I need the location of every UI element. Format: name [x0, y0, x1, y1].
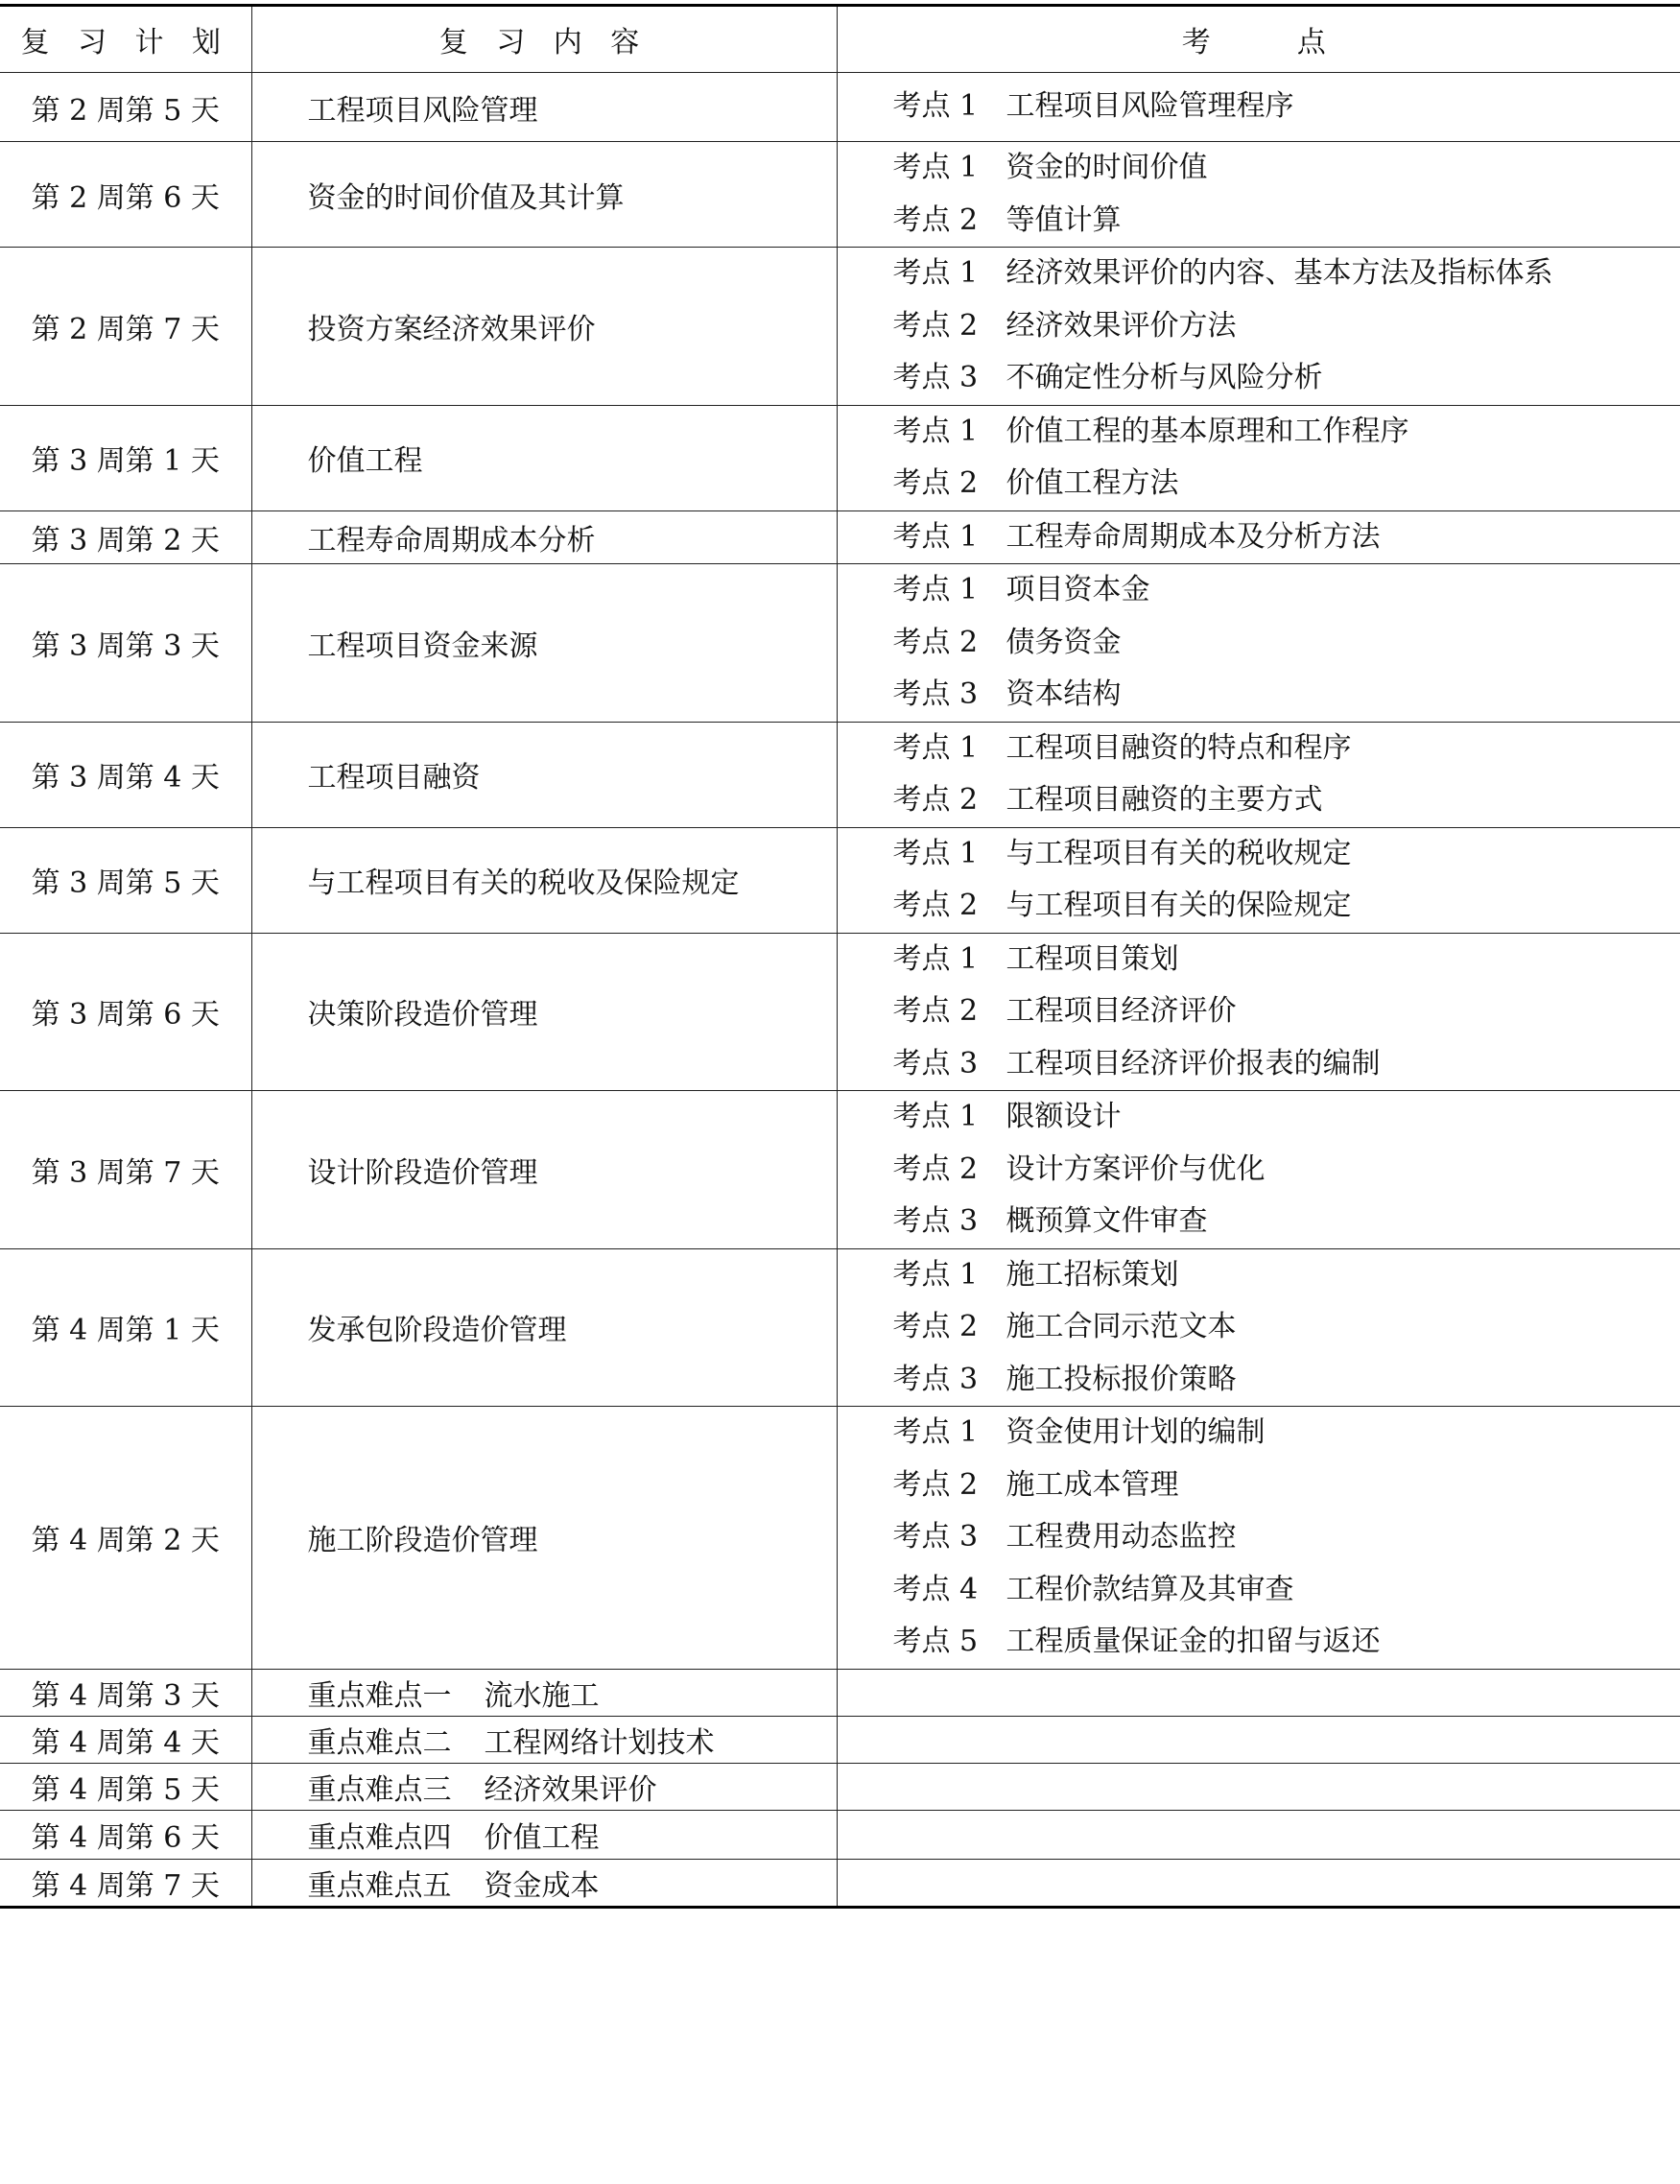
table-row [0, 1716, 1680, 1763]
key-topic-label: 重点难点五 [307, 1868, 452, 1903]
points-cell [837, 510, 1680, 564]
exam-point-number: 考点 1 [892, 730, 979, 765]
table-row [0, 564, 1680, 723]
plan-cell: 第 2 周第 6 天 [0, 142, 251, 248]
exam-point-number: 考点 1 [892, 519, 979, 554]
exam-point-text: 资金的时间价值 [1006, 151, 1208, 184]
content-cell: 工程寿命周期成本分析 [251, 510, 837, 564]
header-row [0, 6, 1680, 73]
plan-cell: 第 2 周第 7 天 [0, 248, 251, 406]
table-row [0, 142, 1680, 248]
exam-point [893, 723, 1680, 775]
content-cell: 工程项目风险管理 [251, 73, 837, 142]
key-topic-title: 工程网络计划技术 [484, 1725, 715, 1760]
exam-point-text: 与工程项目有关的保险规定 [1006, 889, 1352, 922]
exam-point-text: 施工投标报价策略 [1006, 1362, 1237, 1396]
exam-point [893, 1616, 1680, 1669]
content-cell: 与工程项目有关的税收及保险规定 [251, 827, 837, 933]
exam-point [893, 406, 1680, 459]
exam-point-number: 考点 3 [892, 1204, 979, 1238]
plan-cell: 第 4 周第 7 天 [0, 1859, 251, 1907]
points-cell [837, 1669, 1680, 1716]
points-cell [837, 1859, 1680, 1907]
table-row [0, 405, 1680, 510]
points-cell [837, 405, 1680, 510]
table-row [0, 1091, 1680, 1249]
table-row [0, 1669, 1680, 1716]
table-row [0, 722, 1680, 827]
content-cell [251, 1859, 837, 1907]
exam-point-number: 考点 2 [892, 308, 979, 343]
points-cell [837, 248, 1680, 406]
table-row [0, 1407, 1680, 1670]
exam-point-text: 价值工程的基本原理和工作程序 [1006, 414, 1409, 448]
exam-point-text: 工程项目融资的主要方式 [1006, 783, 1323, 817]
plan-cell: 第 3 周第 5 天 [0, 827, 251, 933]
points-cell [837, 827, 1680, 933]
exam-point-number: 考点 1 [892, 256, 979, 290]
exam-point-number: 考点 3 [892, 677, 979, 711]
exam-point [893, 458, 1680, 510]
points-cell [837, 73, 1680, 142]
table-row [0, 1810, 1680, 1859]
exam-point [893, 617, 1680, 670]
exam-point-number: 考点 2 [892, 994, 979, 1028]
exam-point-number: 考点 1 [892, 151, 979, 184]
exam-point-text: 施工合同示范文本 [1006, 1310, 1237, 1343]
key-topic-label: 重点难点四 [307, 1820, 452, 1855]
content-cell: 价值工程 [251, 405, 837, 510]
exam-point-number: 考点 1 [892, 1415, 979, 1449]
exam-point-text: 工程项目经济评价 [1006, 994, 1237, 1028]
content-cell: 投资方案经济效果评价 [251, 248, 837, 406]
exam-point-text: 工程价款结算及其审查 [1006, 1572, 1294, 1606]
points-cell [837, 1091, 1680, 1249]
table-row [0, 827, 1680, 933]
plan-cell: 第 4 周第 1 天 [0, 1248, 251, 1407]
exam-point-text: 经济效果评价的内容、基本方法及指标体系 [1006, 256, 1553, 290]
exam-point-number: 考点 2 [892, 1467, 979, 1502]
exam-point-text: 项目资本金 [1006, 573, 1150, 606]
exam-point-number: 考点 1 [892, 414, 979, 448]
plan-cell: 第 4 周第 2 天 [0, 1407, 251, 1670]
exam-point [893, 142, 1680, 195]
exam-point [893, 1038, 1680, 1091]
key-topic-title: 资金成本 [484, 1868, 600, 1903]
table-row [0, 1763, 1680, 1810]
table-row [0, 1248, 1680, 1407]
content-cell [251, 1763, 837, 1810]
header-points: 考 点 [837, 6, 1680, 73]
exam-point-number: 考点 3 [892, 1046, 979, 1080]
header-plan: 复 习 计 划 [0, 6, 251, 73]
exam-point [893, 1511, 1680, 1564]
exam-point-number: 考点 2 [892, 783, 979, 817]
exam-point-number: 考点 3 [892, 1362, 979, 1396]
points-cell [837, 1248, 1680, 1407]
content-cell: 工程项目资金来源 [251, 564, 837, 723]
exam-point-text: 限额设计 [1006, 1100, 1122, 1133]
exam-point [893, 934, 1680, 986]
exam-point-text: 债务资金 [1006, 625, 1122, 659]
exam-point-text: 经济效果评价方法 [1006, 308, 1237, 343]
exam-point [893, 1196, 1680, 1248]
exam-point [893, 880, 1680, 933]
exam-point [893, 564, 1680, 617]
plan-cell: 第 3 周第 1 天 [0, 405, 251, 510]
exam-point-number: 考点 1 [892, 1257, 979, 1292]
table-row [0, 1859, 1680, 1907]
review-plan-table [0, 4, 1680, 1909]
table-row [0, 248, 1680, 406]
exam-point-text: 工程项目融资的特点和程序 [1006, 730, 1352, 765]
exam-point-number: 考点 1 [892, 89, 979, 124]
header-content: 复 习 内 容 [251, 6, 837, 73]
content-cell: 资金的时间价值及其计算 [251, 142, 837, 248]
content-cell: 发承包阶段造价管理 [251, 1248, 837, 1407]
table-row [0, 510, 1680, 564]
exam-point-text: 概预算文件审查 [1006, 1204, 1208, 1238]
exam-point [893, 248, 1680, 300]
exam-point-text: 工程项目风险管理程序 [1006, 89, 1294, 124]
table-row [0, 933, 1680, 1091]
exam-point-text: 施工成本管理 [1006, 1467, 1179, 1502]
exam-point-number: 考点 2 [892, 889, 979, 922]
exam-point-number: 考点 2 [892, 202, 979, 237]
key-topic-label: 重点难点三 [307, 1772, 452, 1807]
exam-point [893, 1354, 1680, 1407]
exam-point-text: 不确定性分析与风险分析 [1006, 361, 1323, 394]
content-cell [251, 1810, 837, 1859]
exam-point-number: 考点 2 [892, 1310, 979, 1343]
exam-point [893, 985, 1680, 1038]
exam-point-text: 价值工程方法 [1006, 466, 1179, 500]
exam-point-text: 工程项目策划 [1006, 941, 1179, 976]
exam-point-text: 工程费用动态监控 [1006, 1520, 1237, 1554]
exam-point-number: 考点 4 [892, 1572, 979, 1606]
plan-cell: 第 4 周第 4 天 [0, 1716, 251, 1763]
points-cell [837, 142, 1680, 248]
exam-point [893, 1301, 1680, 1354]
exam-point-text: 工程质量保证金的扣留与返还 [1006, 1625, 1381, 1658]
exam-point-number: 考点 3 [892, 361, 979, 394]
exam-point-number: 考点 5 [892, 1625, 979, 1658]
points-cell [837, 722, 1680, 827]
key-topic-title: 经济效果评价 [484, 1772, 657, 1807]
plan-cell: 第 3 周第 7 天 [0, 1091, 251, 1249]
exam-point-text: 资金使用计划的编制 [1006, 1415, 1266, 1449]
exam-point-number: 考点 2 [892, 1151, 979, 1186]
key-topic-title: 价值工程 [484, 1820, 600, 1855]
exam-point-text: 等值计算 [1006, 202, 1122, 237]
exam-point-number: 考点 1 [892, 573, 979, 606]
exam-point-text: 设计方案评价与优化 [1006, 1151, 1266, 1186]
exam-point-number: 考点 1 [892, 941, 979, 976]
content-cell [251, 1669, 837, 1716]
exam-point-text: 资本结构 [1006, 677, 1122, 711]
exam-point-text: 施工招标策划 [1006, 1257, 1179, 1292]
exam-point [893, 511, 1680, 564]
exam-point-number: 考点 1 [892, 1100, 979, 1133]
key-topic-title: 流水施工 [484, 1678, 600, 1713]
exam-point [893, 195, 1680, 248]
content-cell: 工程项目融资 [251, 722, 837, 827]
exam-point [893, 1407, 1680, 1460]
plan-cell: 第 4 周第 3 天 [0, 1669, 251, 1716]
exam-point-number: 考点 2 [892, 466, 979, 500]
exam-point [893, 1091, 1680, 1144]
plan-cell: 第 2 周第 5 天 [0, 73, 251, 142]
content-cell: 决策阶段造价管理 [251, 933, 837, 1091]
points-cell [837, 1716, 1680, 1763]
table-row [0, 73, 1680, 142]
content-cell: 设计阶段造价管理 [251, 1091, 837, 1249]
points-cell [837, 1810, 1680, 1859]
exam-point [893, 1460, 1680, 1512]
exam-point [893, 1144, 1680, 1197]
points-cell [837, 933, 1680, 1091]
exam-point [893, 81, 1680, 133]
exam-point [893, 1249, 1680, 1302]
exam-point-number: 考点 1 [892, 836, 979, 870]
points-cell [837, 1763, 1680, 1810]
plan-cell: 第 4 周第 6 天 [0, 1810, 251, 1859]
plan-cell: 第 3 周第 4 天 [0, 722, 251, 827]
exam-point-text: 工程寿命周期成本及分析方法 [1006, 519, 1381, 554]
content-cell [251, 1716, 837, 1763]
key-topic-label: 重点难点二 [307, 1725, 452, 1760]
exam-point-number: 考点 3 [892, 1520, 979, 1554]
points-cell [837, 564, 1680, 723]
exam-point-text: 工程项目经济评价报表的编制 [1006, 1046, 1381, 1080]
plan-cell: 第 3 周第 3 天 [0, 564, 251, 723]
plan-cell: 第 3 周第 6 天 [0, 933, 251, 1091]
exam-point-text: 与工程项目有关的税收规定 [1006, 836, 1352, 870]
plan-cell: 第 3 周第 2 天 [0, 510, 251, 564]
key-topic-label: 重点难点一 [307, 1678, 452, 1713]
exam-point [893, 1564, 1680, 1617]
points-cell [837, 1407, 1680, 1670]
plan-cell: 第 4 周第 5 天 [0, 1763, 251, 1810]
exam-point-number: 考点 2 [892, 625, 979, 659]
exam-point [893, 352, 1680, 405]
exam-point [893, 828, 1680, 881]
exam-point [893, 300, 1680, 353]
content-cell: 施工阶段造价管理 [251, 1407, 837, 1670]
exam-point [893, 669, 1680, 722]
exam-point [893, 774, 1680, 827]
